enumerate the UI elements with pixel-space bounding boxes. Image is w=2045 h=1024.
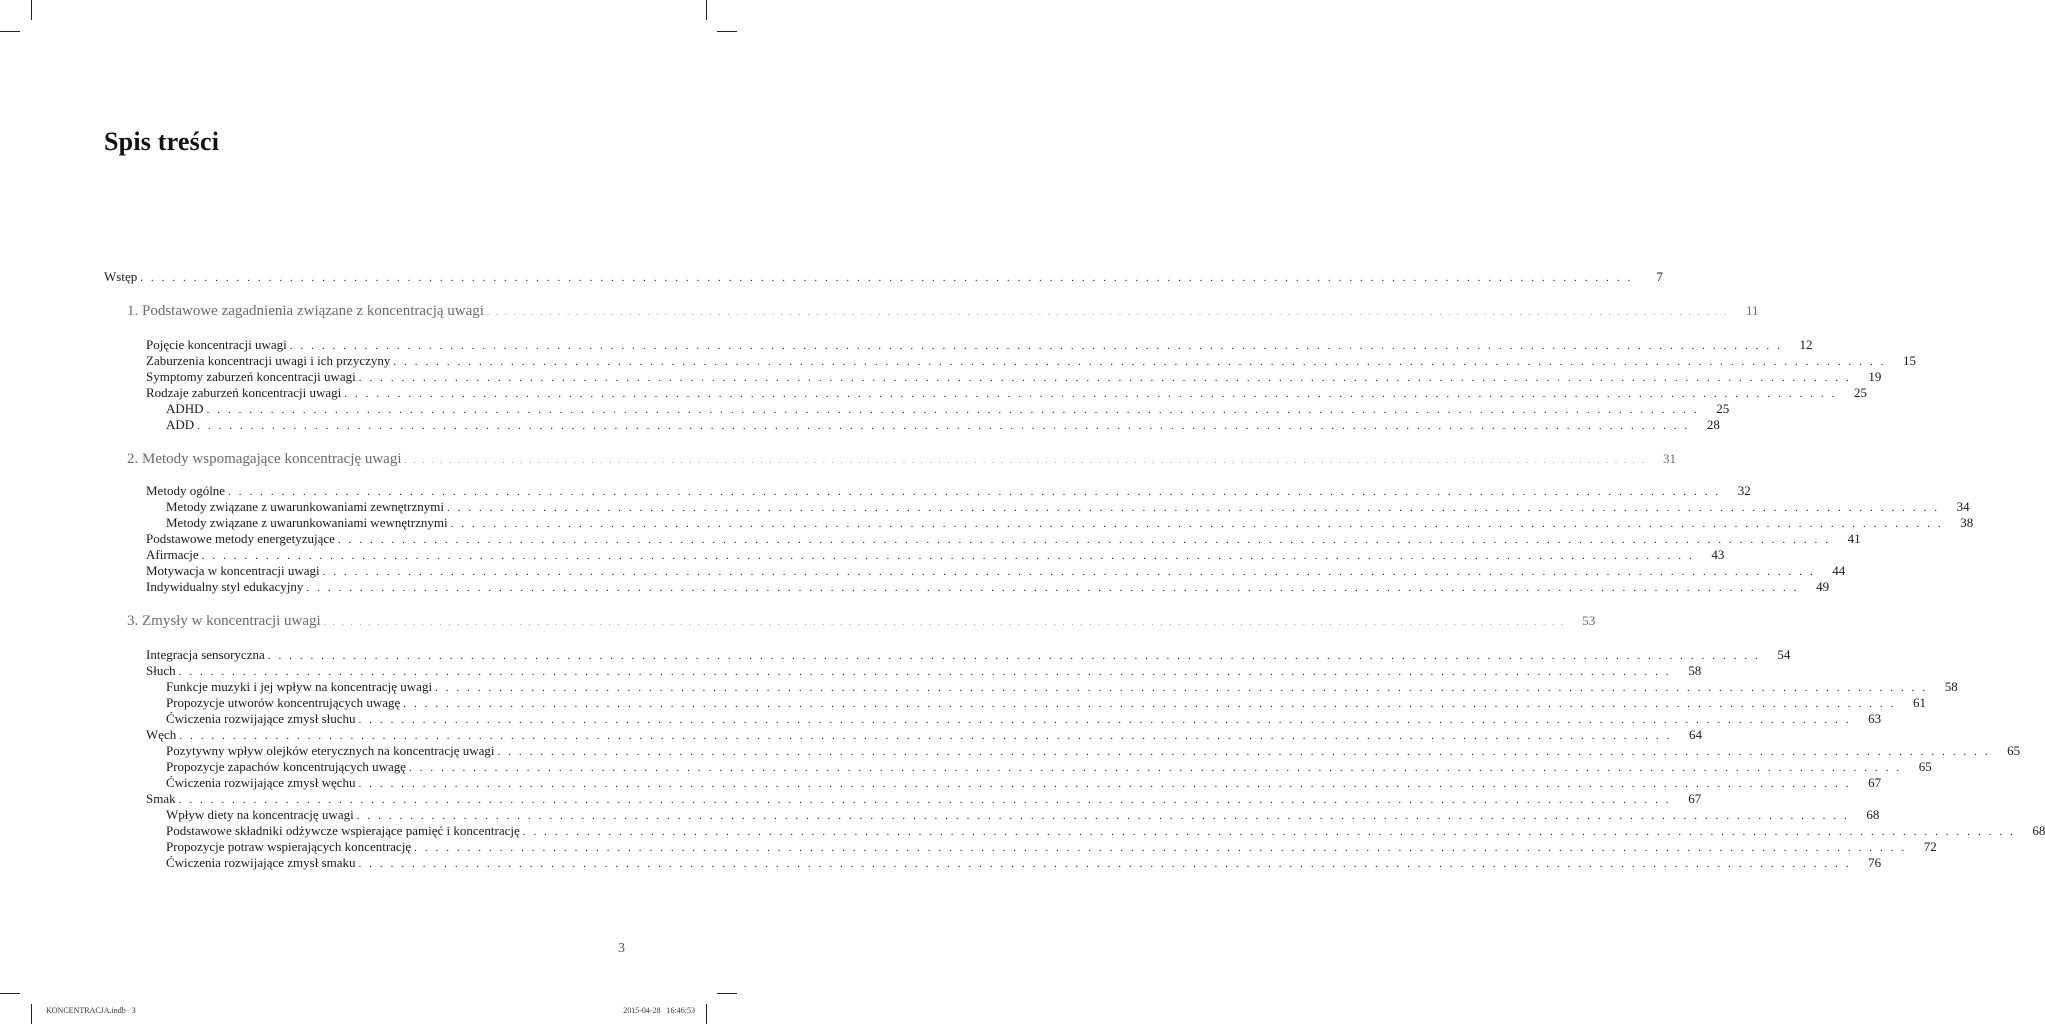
toc-entry-title: ADHD: [166, 401, 204, 416]
toc-entry[interactable]: [146, 353, 1917, 370]
toc-entry-title: Wpływ diety na koncentrację uwagi: [166, 807, 354, 822]
toc-page-number: 68: [1866, 807, 1880, 822]
toc-entry[interactable]: [146, 791, 1702, 808]
toc-dot-leader: . . . . . . . . . . . . . . . . . . . . . . . . . . . . . . . . . . . . . . . . . . . . . . . . . . . . . . . . . . . . . . . . . . . . . . . . . . . . . . . . . . . . . . . . . . . . . . . . . . . . . . . . . . . . . . . . . . . . . . . . . . . . . . . . . . . . . . . . . . . .: [337, 534, 1831, 546]
toc-chapter[interactable]: [127, 451, 1677, 468]
toc-entry-title: Propozycje utworów koncentrujących uwagę: [166, 695, 401, 710]
toc-entry-title: Metody ogólne: [146, 483, 226, 498]
toc-dot-leader: . . . . . . . . . . . . . . . . . . . . . . . . . . . . . . . . . . . . . . . . . . . . . . . . . . . . . . . . . . . . . . . . . . . . . . . . . . . . . . . . . . . . . . . . . . . . . . . . . . . . . . . . . . . . . . . . . . . . . . . . . . . . . . . . . . . . . . . . . . . .: [450, 518, 1944, 530]
toc-entry-title: Propozycje zapachów koncentrujących uwagę: [166, 759, 407, 774]
toc-entry[interactable]: [166, 515, 1974, 532]
toc-page-number: 49: [1816, 579, 1830, 594]
toc-page-number: 58: [1944, 679, 1958, 694]
toc-dot-leader: . . . . . . . . . . . . . . . . . . . . . . . . . . . . . . . . . . . . . . . . . . . . . . . . . . . . . . . . . . . . . . . . . . . . . . . . . . . . . . . . . . . . . . . . . . . . . . . . . . . . . . . . . . . . . . . . . . . . . . . . . . . . . . . . . . . . . . . . . . . .: [358, 778, 1852, 790]
toc-entry[interactable]: [146, 369, 1882, 386]
toc-entry-title: Podstawowe składniki odżywcze wspierające pamięć i koncentrację: [166, 823, 520, 838]
toc-entry-title: Afirmacje: [146, 547, 199, 562]
toc-dot-leader: . . . . . . . . . . . . . . . . . . . . . . . . . . . . . . . . . . . . . . . . . . . . . . . . . . . . . . . . . . . . . . . . . . . . . . . . . . . . . . . . . . . . . . . . . . . . . . . . . . . . . . . . . . . . . . . . . . . . . . . . . . . . . . . . . . . . . . . . . . . .: [228, 486, 1721, 498]
toc-entry[interactable]: [166, 695, 1926, 712]
toc-entry-title: Ćwiczenia rozwijające zmysł słuchu: [166, 711, 356, 726]
toc-entry[interactable]: [146, 337, 1813, 354]
toc-entry-title: Propozycje potraw wspierających koncentrację: [166, 839, 412, 854]
toc-page-number: 25: [1716, 401, 1730, 416]
toc-entry[interactable]: [104, 269, 1663, 286]
toc-entry-title: 1. Podstawowe zagadnienia związane z koncentracją uwagi: [127, 303, 484, 319]
toc-page-number: 67: [1688, 791, 1702, 806]
toc-dot-leader: . . . . . . . . . . . . . . . . . . . . . . . . . . . . . . . . . . . . . . . . . . . . . . . . . . . . . . . . . . . . . . . . . . . . . . . . . . . . . . . . . . . . . . . . . . . . . . . . . . . . . . . . . . . . . . . . . . . . . . . . . . . . . . . . . . . . . . . . . . . .: [446, 502, 1940, 514]
toc-page-number: 65: [1918, 759, 1932, 774]
toc-dot-leader: . . . . . . . . . . . . . . . . . . . . . . . . . . . . . . . . . . . . . . . . . . . . . . . . . . . . . . . . . . . . . . . . . . . . . . . . . . . . . . . . . . . . . . . . . . . . . . . . . . . . . . . . . . . . . . . . . . . . . . . . . . . . . . . . . . . . . . . . . . . .: [435, 682, 1928, 694]
toc-entry-title: Symptomy zaburzeń koncentracji uwagi: [146, 369, 356, 384]
toc-entry[interactable]: [166, 711, 1882, 728]
toc-dot-leader: . . . . . . . . . . . . . . . . . . . . . . . . . . . . . . . . . . . . . . . . . . . . . . . . . . . . . . . . . . . . . . . . . . . . . . . . . . . . . . . . . . . . . . . . . . . . . . . . . . . . . . . . . . . . . . . . . . . . . . . . . . . . . . . . . . . . . . . . . . . .: [267, 650, 1761, 662]
toc-dot-leader: . . . . . . . . . . . . . . . . . . . . . . . . . . . . . . . . . . . . . . . . . . . . . . . . . . . . . . . . . . . . . . . . . . . . . . . . . . . . . . . . . . . . . . . . . . . . . . . . . . . . . . . . . . . . . . . . . . . . . . . . . . . . . . . . . . . . . . . . . . . .: [486, 307, 1729, 317]
toc-entry-title: Ćwiczenia rozwijające zmysł smaku: [166, 855, 356, 870]
toc-page-number: 31: [1663, 451, 1677, 466]
toc-chapter[interactable]: [127, 303, 1759, 320]
toc-dot-leader: . . . . . . . . . . . . . . . . . . . . . . . . . . . . . . . . . . . . . . . . . . . . . . . . . . . . . . . . . . . . . . . . . . . . . . . . . . . . . . . . . . . . . . . . . . . . . . . . . . . . . . . . . . . . . . . . . . . . . . . . . . . . . . . . . . . . . . . . . . . .: [403, 698, 1896, 710]
toc-entry-title: Pozytywny wpływ olejków eterycznych na koncentrację uwagi: [166, 743, 495, 758]
toc-entry-title: ADD: [166, 417, 195, 432]
toc-entry-title: 2. Metody wspomagające koncentrację uwagi: [127, 451, 402, 467]
toc-entry[interactable]: [166, 401, 1730, 418]
toc-page-number: 53: [1582, 613, 1596, 628]
toc-page-number: 54: [1777, 647, 1791, 662]
toc-page-number: 64: [1688, 727, 1702, 742]
page-title: Spis treści: [104, 127, 220, 156]
toc-entry-title: Wstęp: [104, 269, 138, 284]
toc-entry-title: Zaburzenia koncentracji uwagi i ich przyczyny: [146, 353, 391, 368]
toc-entry-title: 3. Zmysły w koncentracji uwagi: [127, 613, 321, 629]
toc-page-number: 25: [1853, 385, 1867, 400]
toc-entry[interactable]: [166, 807, 1880, 824]
toc-dot-leader: . . . . . . . . . . . . . . . . . . . . . . . . . . . . . . . . . . . . . . . . . . . . . . . . . . . . . . . . . . . . . . . . . . . . . . . . . . . . . . . . . . . . . . . . . . . . . . . . . . . . . . . . . . . . . . . . . . . . . . . . . . . . . . . . . . . . . . . . . . . .: [323, 617, 1566, 627]
toc-dot-leader: . . . . . . . . . . . . . . . . . . . . . . . . . . . . . . . . . . . . . . . . . . . . . . . . . . . . . . . . . . . . . . . . . . . . . . . . . . . . . . . . . . . . . . . . . . . . . . . . . . . . . . . . . . . . . . . . . . . . . . . . . . . . . . . . . . . . . . . . . . . .: [497, 746, 1991, 758]
toc-entry-title: Ćwiczenia rozwijające zmysł węchu: [166, 775, 356, 790]
toc-dot-leader: . . . . . . . . . . . . . . . . . . . . . . . . . . . . . . . . . . . . . . . . . . . . . . . . . . . . . . . . . . . . . . . . . . . . . . . . . . . . . . . . . . . . . . . . . . . . . . . . . . . . . . . . . . . . . . . . . . . . . . . . . . . . . . . . . . . . . . . . . . . .: [404, 455, 1647, 465]
toc-entry[interactable]: [166, 417, 1720, 434]
page-number: 3: [618, 941, 625, 956]
toc-entry[interactable]: [146, 547, 1725, 564]
toc-dot-leader: . . . . . . . . . . . . . . . . . . . . . . . . . . . . . . . . . . . . . . . . . . . . . . . . . . . . . . . . . . . . . . . . . . . . . . . . . . . . . . . . . . . . . . . . . . . . . . . . . . . . . . . . . . . . . . . . . . . . . . . . . . . . . . . . . . . . . . . . . . . .: [358, 858, 1852, 870]
toc-page-number: 7: [1656, 269, 1663, 284]
toc-entry[interactable]: [166, 775, 1882, 792]
toc-entry[interactable]: [146, 663, 1702, 680]
toc-page-number: 61: [1912, 695, 1926, 710]
toc-page-number: 65: [2007, 743, 2021, 758]
toc-page-number: 44: [1832, 563, 1846, 578]
toc-entry[interactable]: [166, 743, 2021, 760]
toc-page-number: 41: [1847, 531, 1861, 546]
toc-entry-title: Motywacja w koncentracji uwagi: [146, 563, 320, 578]
toc-dot-leader: . . . . . . . . . . . . . . . . . . . . . . . . . . . . . . . . . . . . . . . . . . . . . . . . . . . . . . . . . . . . . . . . . . . . . . . . . . . . . . . . . . . . . . . . . . . . . . . . . . . . . . . . . . . . . . . . . . . . . . . . . . . . . . . . . . . . . . . . . . . .: [409, 762, 1902, 774]
toc-page-number: 19: [1868, 369, 1882, 384]
toc-dot-leader: . . . . . . . . . . . . . . . . . . . . . . . . . . . . . . . . . . . . . . . . . . . . . . . . . . . . . . . . . . . . . . . . . . . . . . . . . . . . . . . . . . . . . . . . . . . . . . . . . . . . . . . . . . . . . . . . . . . . . . . . . . . . . . . . . . . . . . . . . . . .: [178, 666, 1672, 678]
toc-entry-title: Podstawowe metody energetyzujące: [146, 531, 335, 546]
toc-page-number: 38: [1960, 515, 1974, 530]
toc-entry-title: Funkcje muzyki i jej wpływ na koncentrację uwagi: [166, 679, 433, 694]
toc-dot-leader: . . . . . . . . . . . . . . . . . . . . . . . . . . . . . . . . . . . . . . . . . . . . . . . . . . . . . . . . . . . . . . . . . . . . . . . . . . . . . . . . . . . . . . . . . . . . . . . . . . . . . . . . . . . . . . . . . . . . . . . . . . . . . . . . . . . . . . . . . . . .: [306, 582, 1800, 594]
toc-dot-leader: . . . . . . . . . . . . . . . . . . . . . . . . . . . . . . . . . . . . . . . . . . . . . . . . . . . . . . . . . . . . . . . . . . . . . . . . . . . . . . . . . . . . . . . . . . . . . . . . . . . . . . . . . . . . . . . . . . . . . . . . . . . . . . . . . . . . . . . . . . . .: [140, 272, 1633, 284]
toc-dot-leader: . . . . . . . . . . . . . . . . . . . . . . . . . . . . . . . . . . . . . . . . . . . . . . . . . . . . . . . . . . . . . . . . . . . . . . . . . . . . . . . . . . . . . . . . . . . . . . . . . . . . . . . . . . . . . . . . . . . . . . . . . . . . . . . . . . . . . . . . . . . .: [393, 356, 1887, 368]
toc-dot-leader: . . . . . . . . . . . . . . . . . . . . . . . . . . . . . . . . . . . . . . . . . . . . . . . . . . . . . . . . . . . . . . . . . . . . . . . . . . . . . . . . . . . . . . . . . . . . . . . . . . . . . . . . . . . . . . . . . . . . . . . . . . . . . . . . . . . . . . . . . . . .: [322, 566, 1816, 578]
toc-chapter[interactable]: [127, 613, 1596, 630]
toc-entry-title: Pojęcie koncentracji uwagi: [146, 337, 287, 352]
toc-dot-leader: . . . . . . . . . . . . . . . . . . . . . . . . . . . . . . . . . . . . . . . . . . . . . . . . . . . . . . . . . . . . . . . . . . . . . . . . . . . . . . . . . . . . . . . . . . . . . . . . . . . . . . . . . . . . . . . . . . . . . . . . . . . . . . . . . . . . . . . . . . . .: [289, 340, 1783, 352]
toc-entry-title: Metody związane z uwarunkowaniami zewnętrznymi: [166, 499, 444, 514]
toc-dot-leader: . . . . . . . . . . . . . . . . . . . . . . . . . . . . . . . . . . . . . . . . . . . . . . . . . . . . . . . . . . . . . . . . . . . . . . . . . . . . . . . . . . . . . . . . . . . . . . . . . . . . . . . . . . . . . . . . . . . . . . . . . . . . . . . . . . . . . . . . . . . .: [178, 794, 1672, 806]
toc-page-number: 34: [1956, 499, 1970, 514]
toc-dot-leader: . . . . . . . . . . . . . . . . . . . . . . . . . . . . . . . . . . . . . . . . . . . . . . . . . . . . . . . . . . . . . . . . . . . . . . . . . . . . . . . . . . . . . . . . . . . . . . . . . . . . . . . . . . . . . . . . . . . . . . . . . . . . . . . . . . . . . . . . . . . .: [206, 404, 1700, 416]
footer-timestamp: 2015-04-28 16:46:53: [623, 1006, 695, 1015]
toc-entry[interactable]: [166, 823, 2045, 840]
toc-page-number: 67: [1868, 775, 1882, 790]
toc-dot-leader: . . . . . . . . . . . . . . . . . . . . . . . . . . . . . . . . . . . . . . . . . . . . . . . . . . . . . . . . . . . . . . . . . . . . . . . . . . . . . . . . . . . . . . . . . . . . . . . . . . . . . . . . . . . . . . . . . . . . . . . . . . . . . . . . . . . . . . . . . . . .: [522, 826, 2016, 838]
toc-page-number: 43: [1711, 547, 1725, 562]
toc-page-number: 11: [1745, 303, 1759, 318]
toc-dot-leader: . . . . . . . . . . . . . . . . . . . . . . . . . . . . . . . . . . . . . . . . . . . . . . . . . . . . . . . . . . . . . . . . . . . . . . . . . . . . . . . . . . . . . . . . . . . . . . . . . . . . . . . . . . . . . . . . . . . . . . . . . . . . . . . . . . . . . . . . . . . .: [201, 550, 1695, 562]
toc-page-number: 76: [1868, 855, 1882, 870]
toc-dot-leader: . . . . . . . . . . . . . . . . . . . . . . . . . . . . . . . . . . . . . . . . . . . . . . . . . . . . . . . . . . . . . . . . . . . . . . . . . . . . . . . . . . . . . . . . . . . . . . . . . . . . . . . . . . . . . . . . . . . . . . . . . . . . . . . . . . . . . . . . . . . .: [344, 388, 1837, 400]
toc-page-number: 72: [1923, 839, 1937, 854]
toc-entry[interactable]: [166, 759, 1932, 776]
toc-page-number: 12: [1799, 337, 1813, 352]
toc-entry[interactable]: [146, 483, 1751, 500]
toc-dot-leader: . . . . . . . . . . . . . . . . . . . . . . . . . . . . . . . . . . . . . . . . . . . . . . . . . . . . . . . . . . . . . . . . . . . . . . . . . . . . . . . . . . . . . . . . . . . . . . . . . . . . . . . . . . . . . . . . . . . . . . . . . . . . . . . . . . . . . . . . . . . .: [197, 420, 1690, 432]
toc-entry[interactable]: [146, 647, 1791, 664]
toc-entry[interactable]: [146, 385, 1867, 402]
toc-entry-title: Węch: [146, 727, 177, 742]
toc-entry[interactable]: [146, 563, 1846, 580]
toc-entry-title: Metody związane z uwarunkowaniami wewnętrznymi: [166, 515, 448, 530]
toc-dot-leader: . . . . . . . . . . . . . . . . . . . . . . . . . . . . . . . . . . . . . . . . . . . . . . . . . . . . . . . . . . . . . . . . . . . . . . . . . . . . . . . . . . . . . . . . . . . . . . . . . . . . . . . . . . . . . . . . . . . . . . . . . . . . . . . . . . . . . . . . . . . .: [358, 372, 1852, 384]
toc-entry-title: Rodzaje zaburzeń koncentracji uwagi: [146, 385, 342, 400]
toc-dot-leader: . . . . . . . . . . . . . . . . . . . . . . . . . . . . . . . . . . . . . . . . . . . . . . . . . . . . . . . . . . . . . . . . . . . . . . . . . . . . . . . . . . . . . . . . . . . . . . . . . . . . . . . . . . . . . . . . . . . . . . . . . . . . . . . . . . . . . . . . . . . .: [356, 810, 1850, 822]
toc-entry[interactable]: [166, 499, 1970, 516]
toc-entry-title: Integracja sensoryczna: [146, 647, 265, 662]
toc-page-number: 63: [1868, 711, 1882, 726]
toc-entry[interactable]: [146, 579, 1830, 596]
toc-entry-title: Słuch: [146, 663, 176, 678]
toc-page-number: 32: [1737, 483, 1751, 498]
toc-dot-leader: . . . . . . . . . . . . . . . . . . . . . . . . . . . . . . . . . . . . . . . . . . . . . . . . . . . . . . . . . . . . . . . . . . . . . . . . . . . . . . . . . . . . . . . . . . . . . . . . . . . . . . . . . . . . . . . . . . . . . . . . . . . . . . . . . . . . . . . . . . . .: [179, 730, 1672, 742]
toc-dot-leader: . . . . . . . . . . . . . . . . . . . . . . . . . . . . . . . . . . . . . . . . . . . . . . . . . . . . . . . . . . . . . . . . . . . . . . . . . . . . . . . . . . . . . . . . . . . . . . . . . . . . . . . . . . . . . . . . . . . . . . . . . . . . . . . . . . . . . . . . . . . .: [414, 842, 1907, 854]
toc-entry[interactable]: [146, 727, 1702, 744]
toc-entry[interactable]: [166, 679, 1958, 696]
toc-page-number: 68: [2032, 823, 2045, 838]
toc-entry-title: Smak: [146, 791, 176, 806]
toc-page-number: 15: [1903, 353, 1917, 368]
toc-page-number: 28: [1706, 417, 1720, 432]
toc-page-number: 58: [1688, 663, 1702, 678]
footer-file-slug: KONCENTRACJA.indb 3: [46, 1006, 136, 1015]
toc-entry-title: Indywidualny styl edukacyjny: [146, 579, 304, 594]
toc-entry[interactable]: [166, 839, 1937, 856]
toc-entry[interactable]: [166, 855, 1882, 872]
toc-entry[interactable]: [146, 531, 1861, 548]
toc-dot-leader: . . . . . . . . . . . . . . . . . . . . . . . . . . . . . . . . . . . . . . . . . . . . . . . . . . . . . . . . . . . . . . . . . . . . . . . . . . . . . . . . . . . . . . . . . . . . . . . . . . . . . . . . . . . . . . . . . . . . . . . . . . . . . . . . . . . . . . . . . . . .: [358, 714, 1852, 726]
